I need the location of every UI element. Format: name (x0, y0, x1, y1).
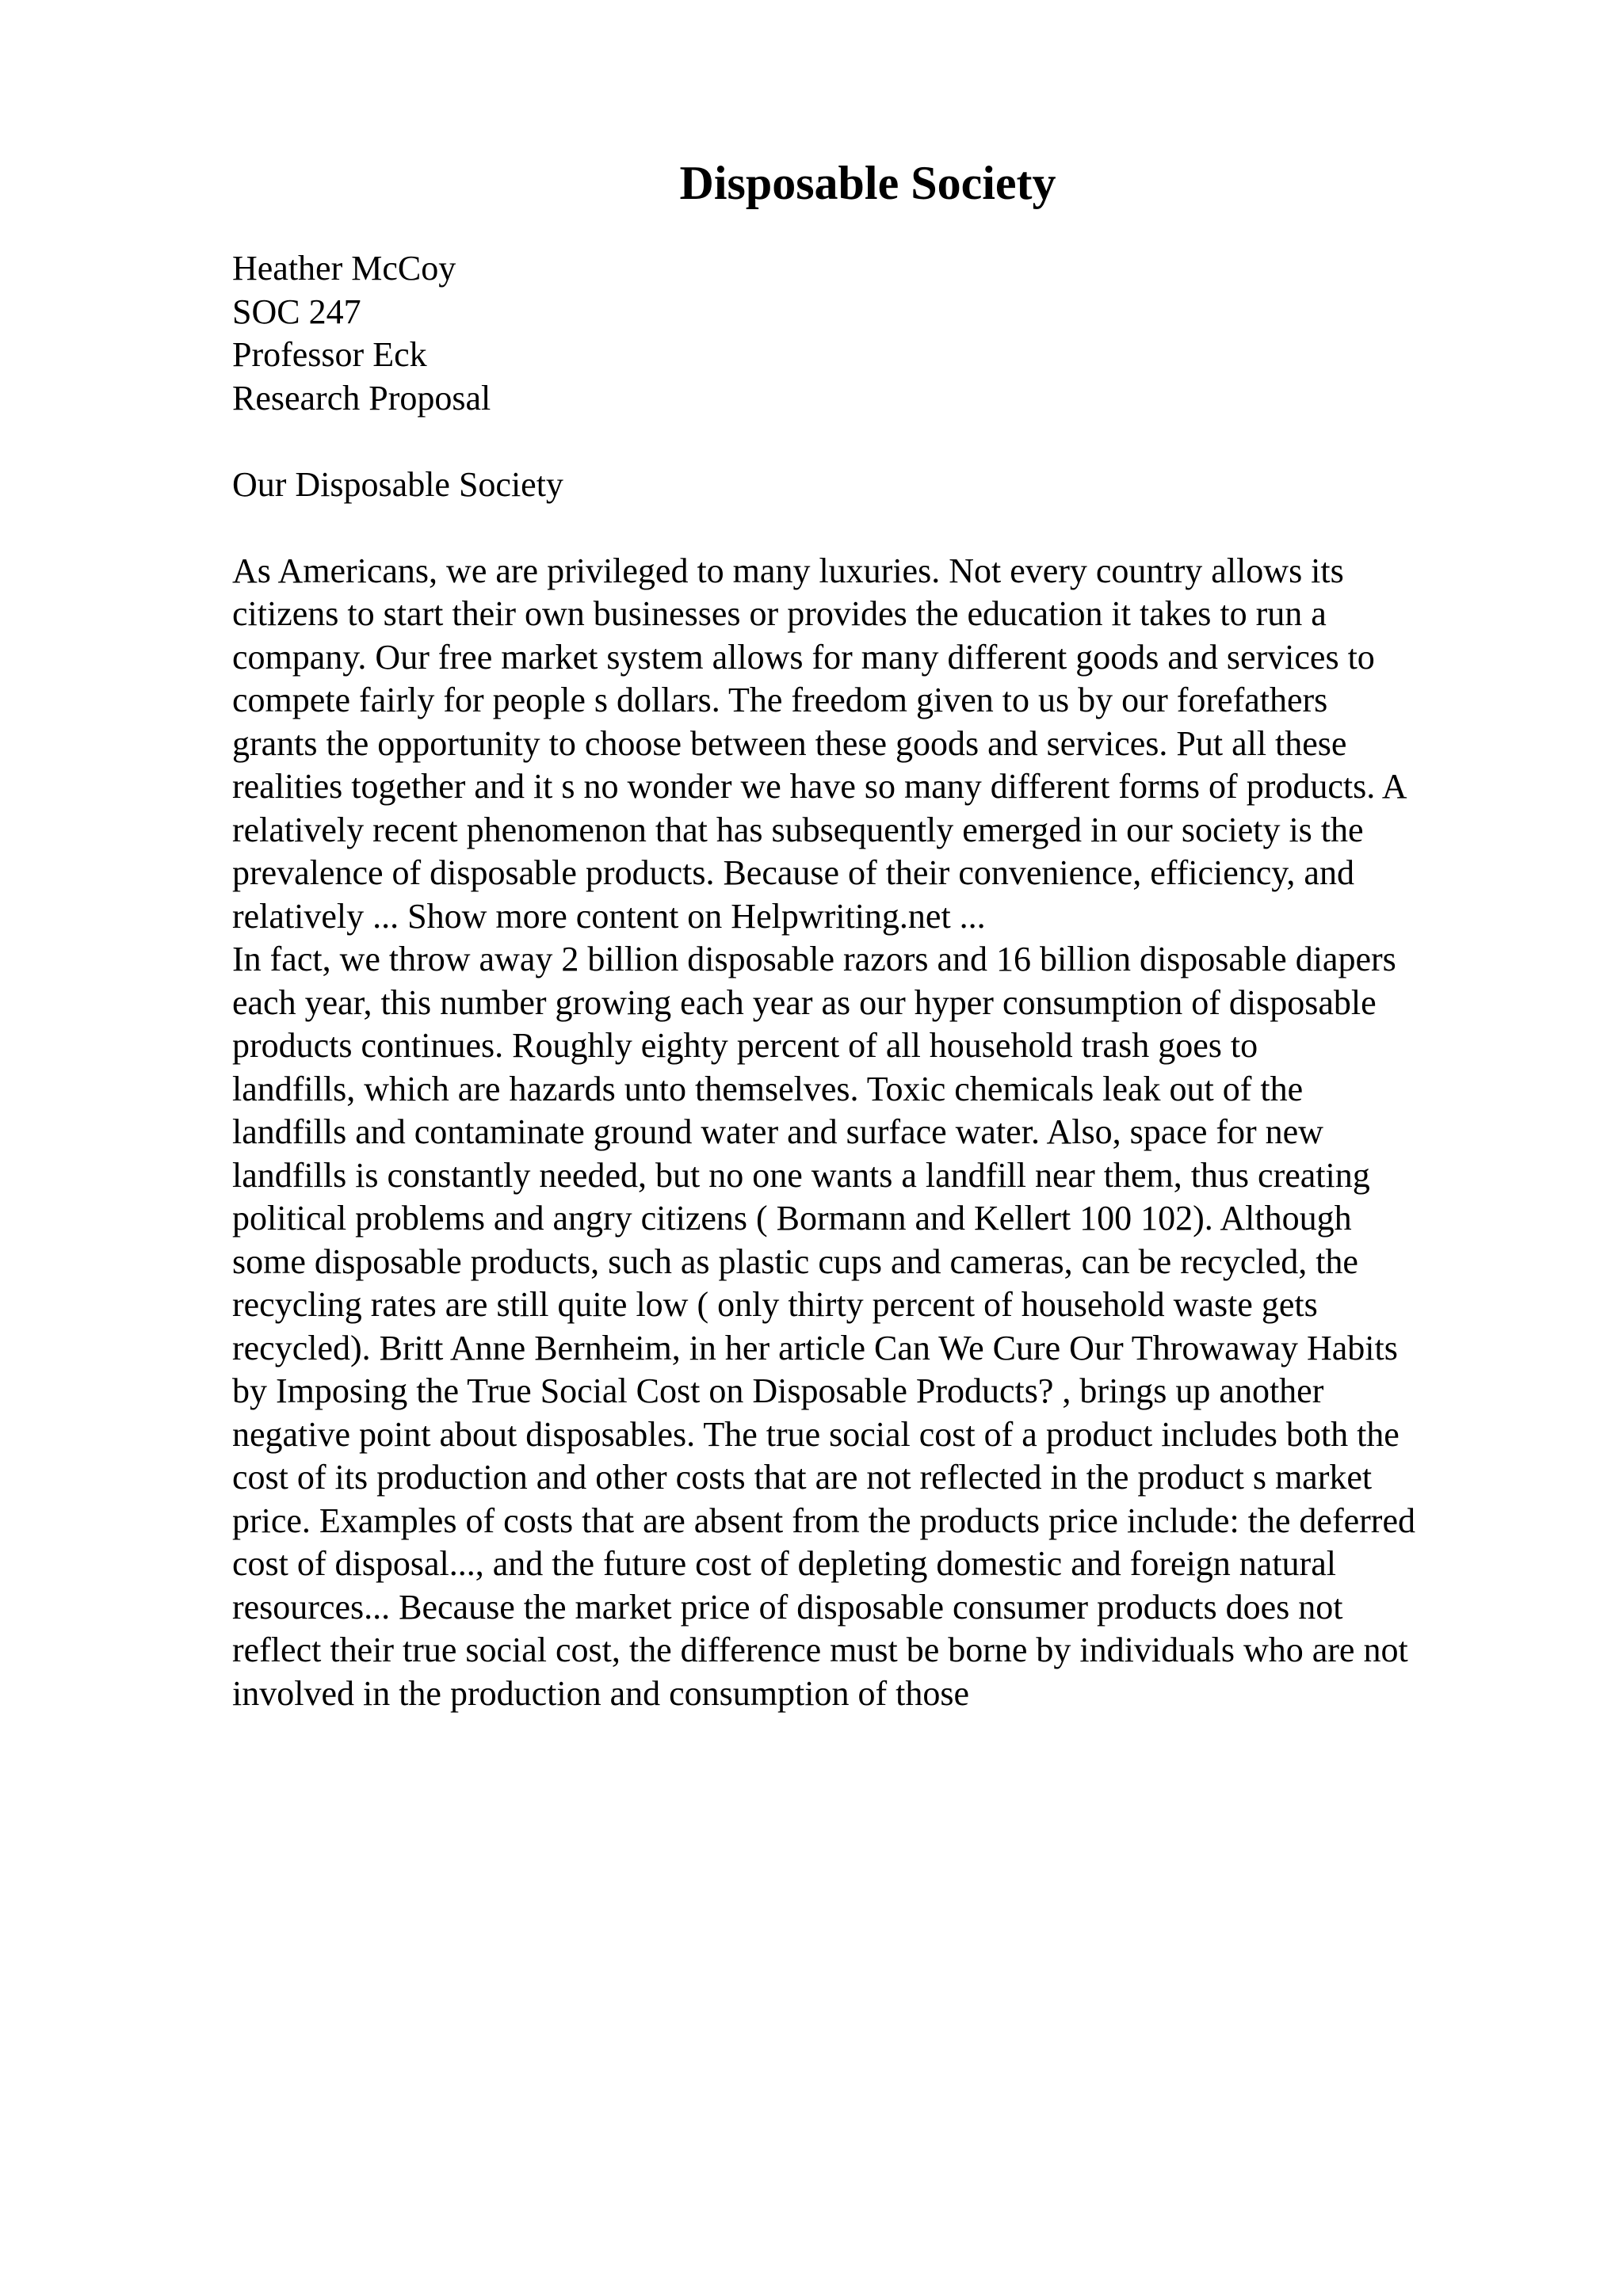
paragraph-line: some disposable products, such as plastic cups and cameras, can be recycled, the (232, 1241, 1358, 1281)
paragraph-line: each year, this number growing each year as our hyper consumption of disposable (232, 982, 1377, 1022)
document-body (232, 247, 1516, 1715)
paragraph-line: grants the opportunity to choose between these goods and services. Put all these (232, 723, 1347, 763)
paragraph-line: company. Our free market system allows for many different goods and services to (232, 637, 1375, 677)
assignment-type: Research Proposal (232, 378, 491, 418)
professor-name: Professor Eck (232, 335, 427, 374)
paragraph-line: realities together and it s no wonder we have so many different forms of products. A (232, 767, 1407, 806)
paragraph-line: recycled). Britt Anne Bernheim, in her article Can We Cure Our Throwaway Habits (232, 1328, 1398, 1367)
paragraph-line: As Americans, we are privileged to many luxuries. Not every country allows its (232, 551, 1344, 590)
paragraph-line: reflect their true social cost, the difference must be borne by individuals who are not (232, 1630, 1408, 1669)
paragraph-line: negative point about disposables. The true social cost of a product includes both the (232, 1414, 1400, 1454)
paragraph-line: citizens to start their own businesses or provides the education it takes to run a (232, 594, 1327, 633)
paragraph-line: by Imposing the True Social Cost on Disposable Products? , brings up another (232, 1371, 1324, 1410)
paragraph-line: landfills and contaminate ground water and surface water. Also, space for new (232, 1112, 1323, 1151)
paragraph-line: relatively ... Show more content on Helpwriting.net ... (232, 896, 986, 936)
spacer (232, 506, 1516, 550)
paragraph-line: involved in the production and consumption of those (232, 1673, 969, 1713)
paragraph-line: political problems and angry citizens ( Bormann and Kellert 100 102). Although (232, 1199, 1352, 1238)
paragraph-line: landfills is constantly needed, but no one wants a landfill near them, thus creating (232, 1155, 1370, 1195)
paragraph-line: landfills, which are hazards unto themselves. Toxic chemicals leak out of the (232, 1069, 1304, 1108)
course-code: SOC 247 (232, 292, 361, 331)
paragraph-line: cost of disposal..., and the future cost of depleting domestic and foreign natural (232, 1544, 1336, 1583)
paragraph-line: compete fairly for people s dollars. The freedom given to us by our forefathers (232, 681, 1328, 719)
paragraph-line: prevalence of disposable products. Because of their convenience, efficiency, and (232, 853, 1354, 892)
paragraph-line: resources... Because the market price of disposable consumer products does not (232, 1587, 1343, 1627)
paragraph-line: products continues. Roughly eighty percent of all household trash goes to (232, 1026, 1258, 1065)
essay-subtitle: Our Disposable Society (232, 464, 563, 504)
paragraph-line: recycling rates are still quite low ( only thirty percent of household waste gets (232, 1285, 1318, 1324)
paragraph-line: In fact, we throw away 2 billion disposable razors and 16 billion disposable diapers (232, 940, 1396, 978)
spacer (232, 420, 1516, 463)
paragraph-line: price. Examples of costs that are absent from the products price include: the deferred (232, 1501, 1415, 1540)
author-block (232, 247, 1516, 420)
paragraph-line: relatively recent phenomenon that has subsequently emerged in our society is the (232, 810, 1364, 849)
essay-paragraph (232, 550, 1516, 1716)
author-name: Heather McCoy (232, 249, 456, 288)
page-title: Disposable Society (679, 157, 1056, 209)
paragraph-line: cost of its production and other costs that are not reflected in the product s market (232, 1458, 1373, 1497)
